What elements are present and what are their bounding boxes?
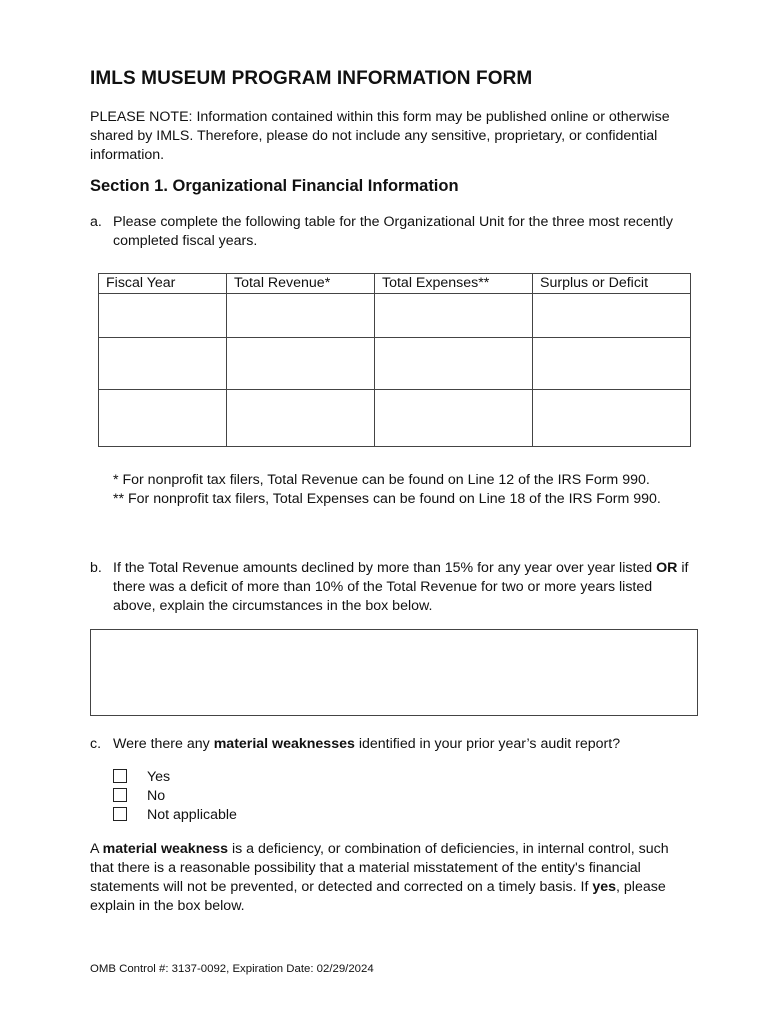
total-expenses-cell[interactable] xyxy=(375,294,533,338)
explanation-box[interactable] xyxy=(90,629,698,716)
fiscal-year-cell[interactable] xyxy=(99,338,227,390)
footnote-expenses: ** For nonprofit tax filers, Total Expenses can be found on Line 18 of the IRS Form 990. xyxy=(113,490,661,507)
item-b-or-emphasis: OR xyxy=(656,560,678,576)
definition-part1: A xyxy=(90,841,103,857)
omb-footer: OMB Control #: 3137-0092, Expiration Date: 02/29/2024 xyxy=(90,963,374,975)
table-row xyxy=(99,294,691,338)
item-a xyxy=(90,213,700,253)
item-b-text xyxy=(113,559,698,616)
item-a-text: Please complete the following table for the Organizational Unit for the three most recently completed fiscal years. xyxy=(113,214,673,249)
definition-part3: , please explain in the box below. xyxy=(90,879,666,914)
header-total-revenue: Total Revenue* xyxy=(227,274,375,294)
table-row xyxy=(99,338,691,390)
definition-part2: is a deficiency, or combination of deficiencies, in internal control, such that there is a reasonable possibility that a material misstatement of the entity's financial statements will not be prevented, or detected and corrected on a timely basis. If xyxy=(90,841,669,895)
not-applicable-label: Not applicable xyxy=(147,807,237,823)
yes-label: Yes xyxy=(147,769,171,785)
material-weakness-definition xyxy=(90,840,690,916)
header-total-expenses: Total Expenses** xyxy=(375,274,533,294)
item-c-text-part2: identified in your prior year’s audit report? xyxy=(354,736,621,752)
not-applicable-checkbox[interactable] xyxy=(113,807,127,821)
item-b-marker: b. xyxy=(90,560,102,576)
total-revenue-cell[interactable] xyxy=(227,294,375,338)
total-revenue-cell[interactable] xyxy=(227,338,375,390)
item-b-text-part1: If the Total Revenue amounts declined by more than 15% for any year over year listed xyxy=(113,560,657,576)
header-surplus-deficit: Surplus or Deficit xyxy=(533,274,691,294)
definition-bold-term: material weakness xyxy=(102,841,229,857)
table-header-row xyxy=(99,274,691,294)
item-c xyxy=(90,735,700,755)
item-c-bold: material weaknesses xyxy=(213,736,355,752)
financial-table xyxy=(98,273,691,447)
table-row xyxy=(99,390,691,447)
section-1-title: Section 1. Organizational Financial Information xyxy=(90,177,459,195)
yes-checkbox[interactable] xyxy=(113,769,127,783)
surplus-deficit-cell[interactable] xyxy=(533,294,691,338)
surplus-deficit-cell[interactable] xyxy=(533,390,691,447)
total-revenue-cell[interactable] xyxy=(227,390,375,447)
fiscal-year-cell[interactable] xyxy=(99,390,227,447)
privacy-note: PLEASE NOTE: Information contained within this form may be published online or otherwise shared by IMLS. Therefore, please do not include any sensitive, proprietary, or confidential information. xyxy=(90,109,670,163)
item-a-marker: a. xyxy=(90,214,102,230)
footnote-revenue: * For nonprofit tax filers, Total Revenue can be found on Line 12 of the IRS Form 990. xyxy=(113,472,650,488)
form-title: IMLS MUSEUM PROGRAM INFORMATION FORM xyxy=(90,68,533,89)
definition-bold-yes: yes xyxy=(592,879,617,895)
total-expenses-cell[interactable] xyxy=(375,338,533,390)
item-c-text xyxy=(113,735,698,754)
no-checkbox[interactable] xyxy=(113,788,127,802)
item-c-marker: c. xyxy=(90,736,102,752)
item-b xyxy=(90,559,700,619)
header-fiscal-year: Fiscal Year xyxy=(99,274,227,294)
surplus-deficit-cell[interactable] xyxy=(533,338,691,390)
total-expenses-cell[interactable] xyxy=(375,390,533,447)
fiscal-year-cell[interactable] xyxy=(99,294,227,338)
item-c-text-part1: Were there any xyxy=(113,736,214,752)
table-footnotes xyxy=(113,471,698,508)
item-b-text-part2: if there was a deficit of more than 10% of the Total Revenue for two or more years listed above, explain the circumstances in the box below. xyxy=(113,560,689,614)
no-label: No xyxy=(147,788,166,804)
